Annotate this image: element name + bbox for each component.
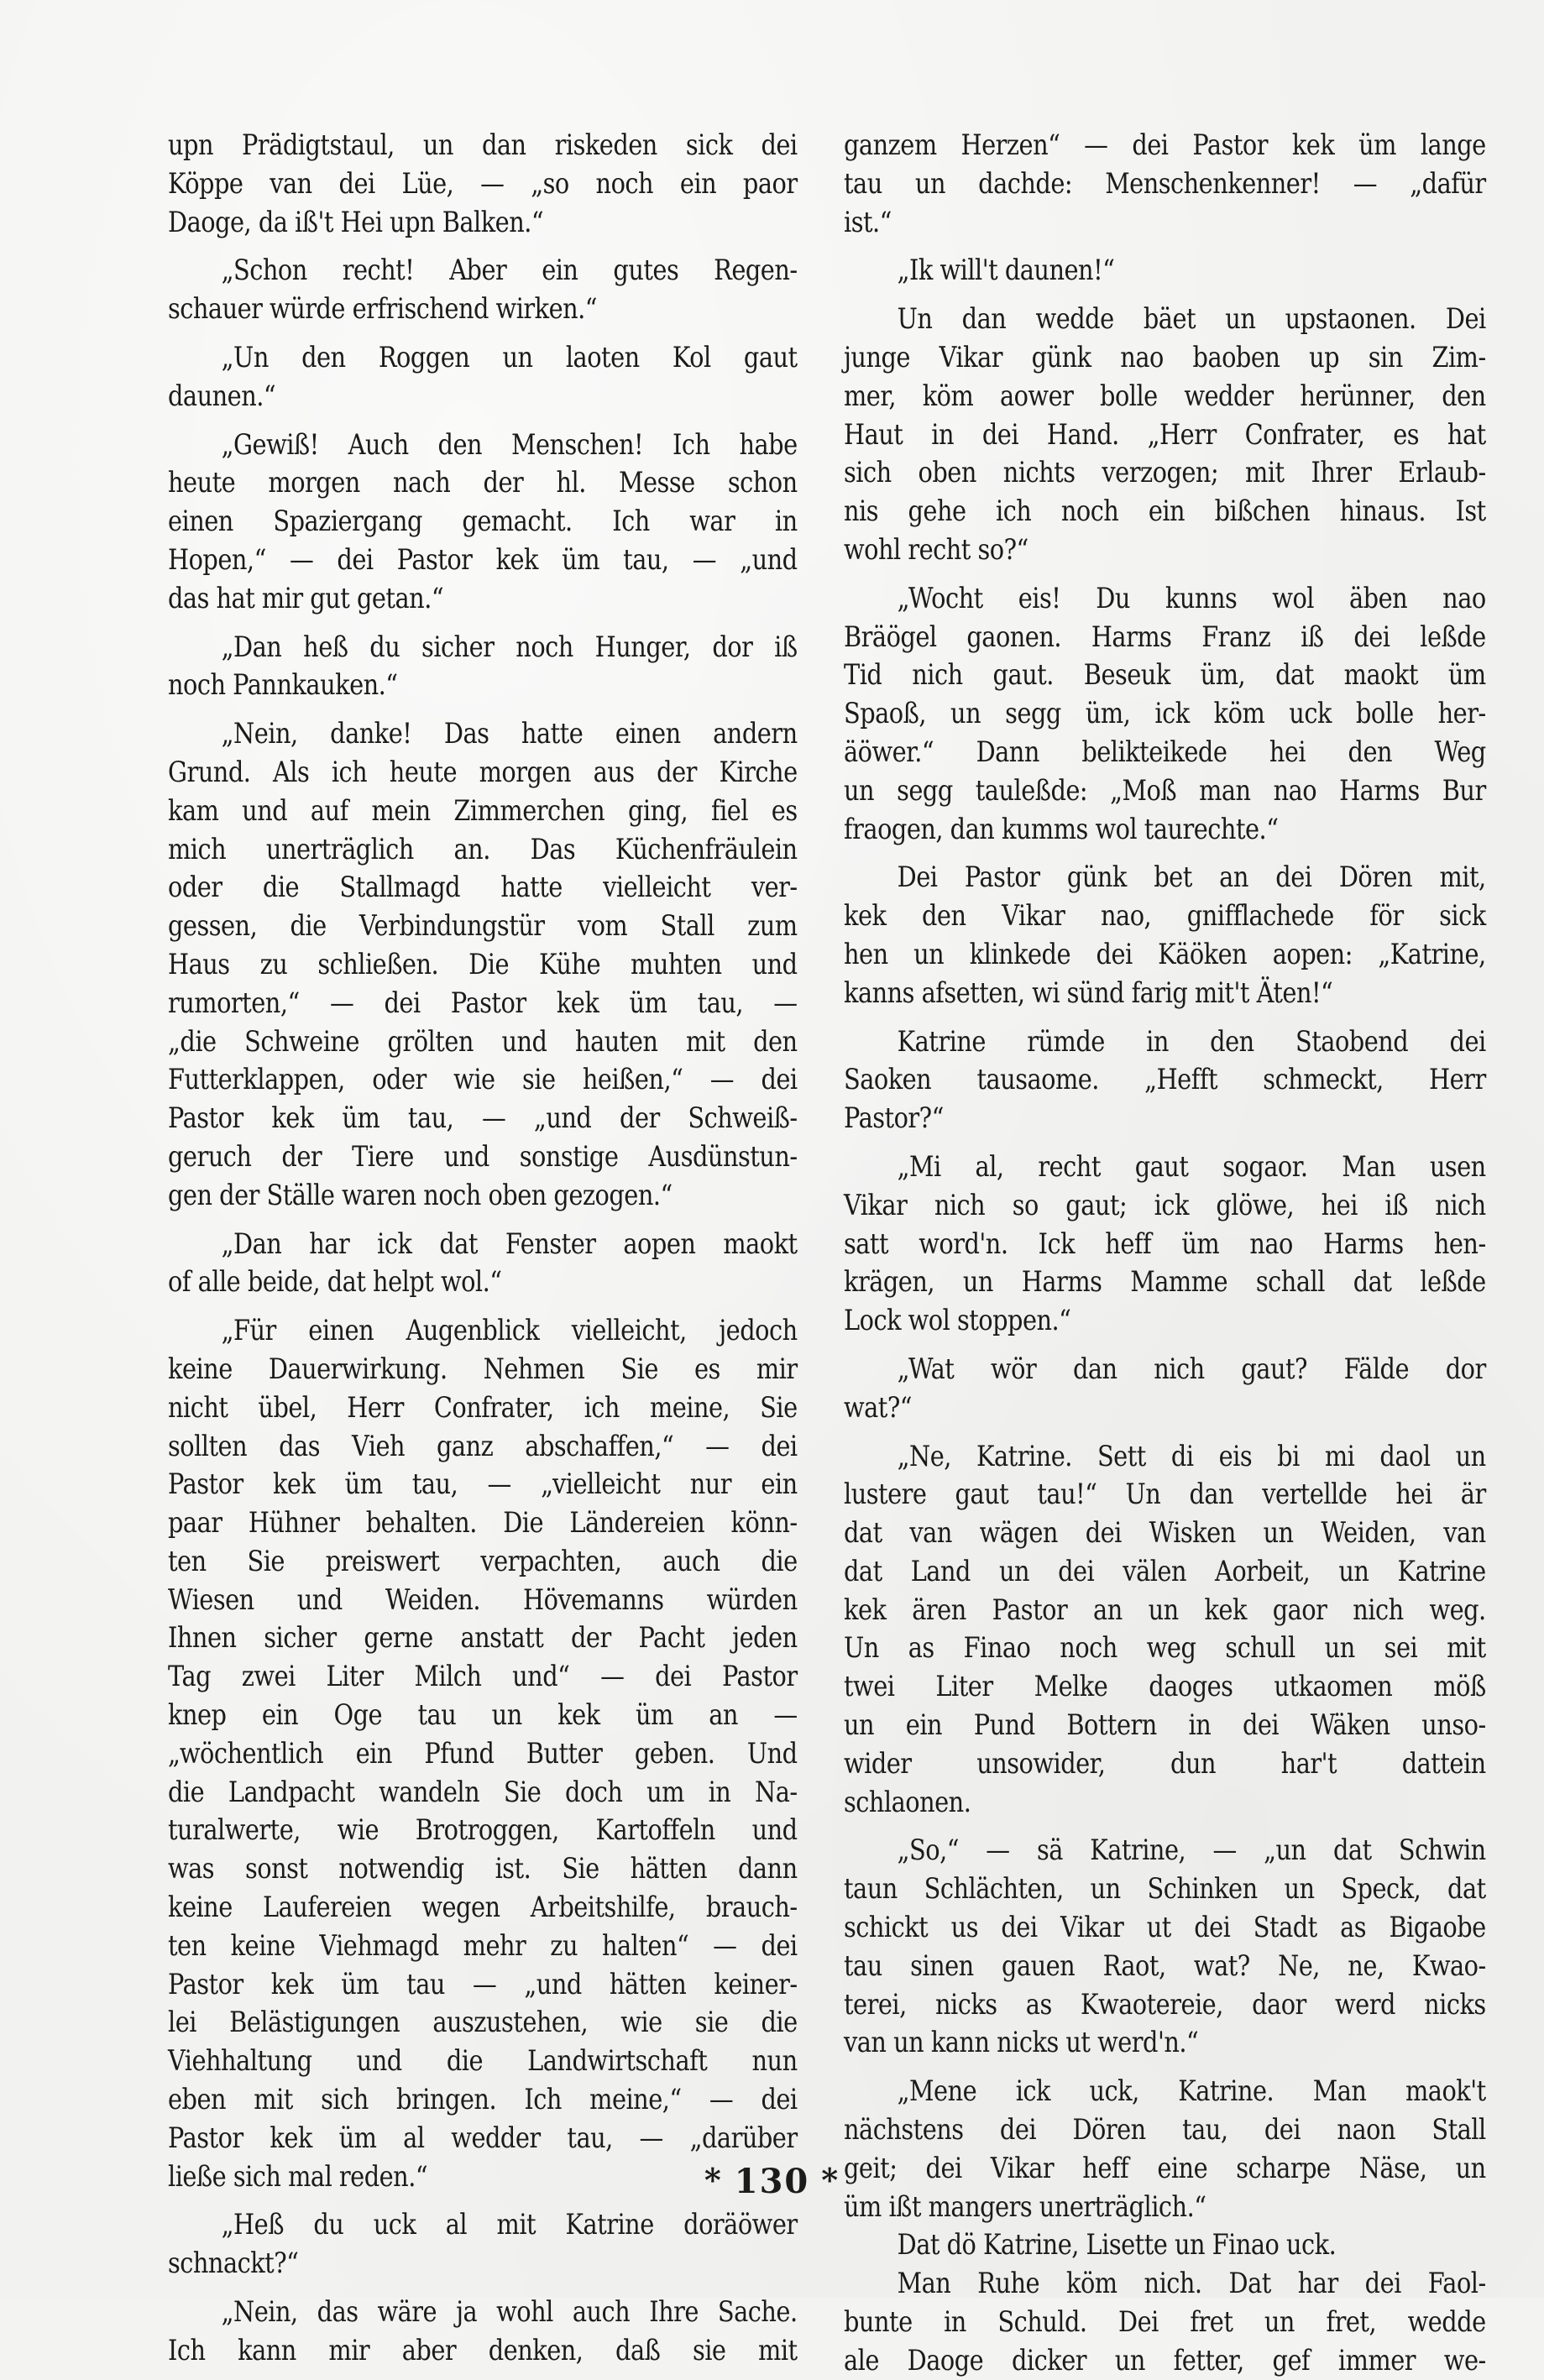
text-line: schnackt?“ bbox=[168, 2247, 299, 2280]
paragraph-gap bbox=[844, 290, 1486, 300]
paragraph bbox=[844, 858, 1486, 1012]
text-line: wat?“ bbox=[844, 1390, 913, 1424]
paragraph-gap bbox=[168, 1301, 798, 1311]
left-column bbox=[168, 126, 798, 2370]
text-line: satt word'n. Ick heff üm nao Harms hen- bbox=[844, 1227, 1486, 1260]
text-line: Lock wol stoppen.“ bbox=[844, 1304, 1071, 1337]
text-line: Haut in dei Hand. „Herr Confrater, es hat bbox=[844, 417, 1486, 451]
text-line: Un as Finao noch weg schull un sei mit bbox=[844, 1631, 1486, 1665]
text-line: Tid nich gaut. Beseuk üm, dat maokt üm bbox=[844, 658, 1486, 692]
text-line: twei Liter Melke daoges utkaomen möß bbox=[844, 1670, 1486, 1703]
text-line: Saoken tausaome. „Hefft schmeckt, Herr bbox=[844, 1063, 1486, 1096]
paragraph bbox=[168, 1225, 798, 1302]
text-line: oder die Stallmagd hatte vielleicht ver- bbox=[168, 871, 798, 904]
paragraph bbox=[844, 579, 1486, 849]
paragraph bbox=[168, 1311, 798, 2195]
text-line: fraogen, dan kumms wol taurechte.“ bbox=[844, 812, 1279, 845]
text-line: tau sinen gauen Raot, wat? Ne, ne, Kwao- bbox=[844, 1948, 1486, 1982]
paragraph-gap bbox=[844, 1012, 1486, 1023]
text-line: ganzem Herzen“ — dei Pastor kek üm lange bbox=[844, 128, 1486, 161]
paragraph-gap bbox=[168, 241, 798, 251]
right-column bbox=[844, 126, 1486, 2380]
text-line: sich oben nichts verzogen; mit Ihrer Erlaub- bbox=[844, 456, 1486, 489]
paragraph bbox=[844, 1350, 1486, 1427]
text-line: „Nein, das wäre ja wohl auch Ihre Sache. bbox=[221, 2295, 798, 2329]
paragraph-gap bbox=[168, 704, 798, 714]
text-line: geit; dei Vikar heff eine scharpe Näse, un bbox=[844, 2151, 1486, 2184]
text-line: bunte in Schuld. Dei fret un fret, wedde bbox=[844, 2305, 1486, 2339]
paragraph bbox=[844, 1023, 1486, 1138]
text-line: kam und auf mein Zimmerchen ging, fiel es bbox=[168, 793, 798, 827]
text-line: junge Vikar günk nao baoben up sin Zim- bbox=[844, 340, 1486, 374]
text-line: Daoge, da iß't Hei upn Balken.“ bbox=[168, 205, 544, 238]
text-line: Dat dö Katrine, Lisette un Finao uck. bbox=[897, 2228, 1337, 2262]
text-line: gen der Ställe waren noch oben gezogen.“ bbox=[168, 1178, 673, 1211]
text-line: Hopen,“ — dei Pastor kek üm tau, — „und bbox=[168, 542, 798, 576]
paragraph-gap bbox=[844, 241, 1486, 251]
text-line: „Wat wör dan nich gaut? Fälde dor bbox=[897, 1352, 1486, 1385]
paragraph bbox=[168, 251, 798, 328]
text-line: upn Prädigtstaul, un dan riskeden sick dei bbox=[168, 128, 798, 161]
text-line: ten keine Viehmagd mehr zu halten“ — dei bbox=[168, 1928, 798, 1962]
text-line: kek ären Pastor an un kek gaor nich weg. bbox=[844, 1593, 1486, 1626]
paragraph-gap bbox=[844, 569, 1486, 579]
paragraph-gap bbox=[168, 328, 798, 338]
text-line: dat Land un dei välen Aorbeit, un Katrine bbox=[844, 1554, 1486, 1588]
text-line: daunen.“ bbox=[168, 379, 276, 412]
page-number: 130 bbox=[734, 2162, 810, 2201]
text-line: Viehhaltung und die Landwirtschaft nun bbox=[168, 2044, 798, 2078]
text-line: geruch der Tiere und sonstige Ausdünstun- bbox=[168, 1139, 798, 1173]
text-line: Pastor kek üm tau, — „vielleicht nur ein bbox=[168, 1467, 798, 1501]
text-line: terei, nicks as Kwaotereie, daor werd nicks bbox=[844, 1987, 1486, 2021]
text-line: Köppe van dei Lüe, — „so noch ein paor bbox=[168, 166, 798, 200]
paragraph bbox=[168, 714, 798, 1214]
text-line: Tag zwei Liter Milch und“ — dei Pastor bbox=[168, 1660, 798, 1693]
text-line: kek den Vikar nao, gnifflachede för sick bbox=[844, 899, 1486, 933]
text-line: un segg tauleßde: „Moß man nao Harms Bur bbox=[844, 773, 1486, 807]
text-line: Grund. Als ich heute morgen aus der Kirche bbox=[168, 755, 798, 788]
text-line: mer, köm aower bolle wedder herünner, den bbox=[844, 379, 1486, 412]
text-line: Pastor kek üm tau, — „und der Schweiß- bbox=[168, 1101, 798, 1135]
text-line: eben mit sich bringen. Ich meine,“ — dei bbox=[168, 2083, 798, 2116]
text-line: mich unerträglich an. Das Küchenfräulein bbox=[168, 832, 798, 866]
text-line: taun Schlächten, un Schinken un Speck, dat bbox=[844, 1872, 1486, 1906]
paragraph-gap bbox=[168, 618, 798, 628]
text-line: Vikar nich so gaut; ick glöwe, hei iß nich bbox=[844, 1188, 1486, 1221]
paragraph bbox=[844, 2226, 1486, 2264]
text-line: ließe sich mal reden.“ bbox=[168, 2159, 428, 2193]
text-line: nicht übel, Herr Confrater, ich meine, Sie bbox=[168, 1390, 798, 1424]
text-line: Dei Pastor günk bet an dei Dören mit, bbox=[897, 860, 1486, 894]
text-line: turalwerte, wie Brotroggen, Kartoffeln und bbox=[168, 1813, 798, 1847]
text-line: tau un dachde: Menschenkenner! — „dafür bbox=[844, 166, 1486, 200]
text-line: Pastor kek üm tau — „und hätten keiner- bbox=[168, 1967, 798, 2001]
paragraph bbox=[844, 300, 1486, 569]
text-line: üm ißt mangers unerträglich.“ bbox=[844, 2189, 1206, 2223]
paragraph-gap bbox=[844, 1821, 1486, 1831]
paragraph-gap bbox=[168, 416, 798, 426]
text-line: „Dan har ick dat Fenster aopen maokt bbox=[221, 1227, 798, 1260]
page-number-footer bbox=[0, 2162, 1544, 2201]
text-line: schickt us dei Vikar ut dei Stadt as Bigaobe bbox=[844, 1911, 1486, 1944]
text-line: heute morgen nach der hl. Messe schon bbox=[168, 466, 798, 500]
asterisk-ornament-left: * bbox=[704, 2161, 723, 2199]
text-line: schlaonen. bbox=[844, 1785, 971, 1818]
left-column-text bbox=[168, 126, 798, 2370]
paragraph bbox=[168, 628, 798, 705]
text-line: wohl recht so?“ bbox=[844, 532, 1028, 566]
text-line: „Schon recht! Aber ein gutes Regen- bbox=[221, 254, 798, 287]
paragraph bbox=[168, 426, 798, 618]
paragraph bbox=[844, 2072, 1486, 2226]
text-line: „Ik will't daunen!“ bbox=[897, 254, 1115, 287]
text-line: äöwer.“ Dann belikteikede hei den Weg bbox=[844, 735, 1486, 768]
text-line: noch Pannkauken.“ bbox=[168, 668, 398, 702]
text-line: „Dan heß du sicher noch Hunger, dor iß bbox=[221, 630, 798, 663]
paragraph bbox=[844, 251, 1486, 290]
text-line: knep ein Oge tau un kek üm an — bbox=[168, 1698, 798, 1732]
text-line: kanns afsetten, wi sünd farig mit't Äten!“ bbox=[844, 976, 1333, 1009]
text-line: „Ne, Katrine. Sett di eis bi mi daol un bbox=[897, 1439, 1486, 1472]
text-line: „Wocht eis! Du kunns wol äben nao bbox=[897, 581, 1486, 615]
paragraph-gap bbox=[168, 2283, 798, 2293]
text-line: keine Dauerwirkung. Nehmen Sie es mir bbox=[168, 1352, 798, 1385]
paragraph bbox=[844, 2264, 1486, 2379]
text-line: Pastor?“ bbox=[844, 1101, 944, 1135]
paragraph bbox=[168, 126, 798, 241]
text-line: nächstens dei Dören tau, dei naon Stall bbox=[844, 2113, 1486, 2147]
paragraph-gap bbox=[844, 1138, 1486, 1148]
text-line: Spaoß, un segg üm, ick köm uck bolle her- bbox=[844, 697, 1486, 730]
text-line: „Nein, danke! Das hatte einen andern bbox=[221, 717, 798, 751]
text-line: „wöchentlich ein Pfund Butter geben. Und bbox=[168, 1736, 798, 1770]
text-line: Pastor kek üm al wedder tau, — „darüber bbox=[168, 2121, 798, 2154]
text-line: ist.“ bbox=[844, 205, 892, 238]
paragraph-gap bbox=[844, 1427, 1486, 1437]
text-line: Futterklappen, oder wie sie heißen,“ — dei bbox=[168, 1063, 798, 1096]
text-line: of alle beide, dat helpt wol.“ bbox=[168, 1265, 502, 1299]
asterisk-ornament-right: * bbox=[821, 2161, 840, 2199]
text-line: krägen, un Harms Mamme schall dat leßde bbox=[844, 1265, 1486, 1299]
paragraph-gap bbox=[844, 1340, 1486, 1350]
text-line: sollten das Vieh ganz abschaffen,“ — dei bbox=[168, 1429, 798, 1462]
paragraph-gap bbox=[844, 848, 1486, 858]
text-line: lei Belästigungen auszustehen, wie sie die bbox=[168, 2006, 798, 2039]
text-line: „So,“ — sä Katrine, — „un dat Schwin bbox=[897, 1833, 1486, 1867]
text-line: „Un den Roggen un laoten Kol gaut bbox=[221, 340, 798, 374]
text-line: was sonst notwendig ist. Sie hätten dann bbox=[168, 1852, 798, 1886]
paragraph bbox=[168, 338, 798, 416]
text-line: dat van wägen dei Wisken un Weiden, van bbox=[844, 1516, 1486, 1550]
text-line: Ich kann mir aber denken, daß sie mit bbox=[168, 2333, 798, 2367]
text-line: „Heß du uck al mit Katrine doräöwer bbox=[221, 2208, 798, 2241]
text-line: „Gewiß! Auch den Menschen! Ich habe bbox=[221, 427, 798, 461]
text-line: Man Ruhe köm nich. Dat har dei Faol- bbox=[897, 2267, 1486, 2300]
text-line: un ein Pund Bottern in dei Wäken unso- bbox=[844, 1708, 1486, 1742]
text-line: ten Sie preiswert verpachten, auch die bbox=[168, 1544, 798, 1577]
text-line: die Landpacht wandeln Sie doch um in Na- bbox=[168, 1775, 798, 1808]
text-line: Bräögel gaonen. Harms Franz iß dei leßde bbox=[844, 620, 1486, 653]
text-line: „Mi al, recht gaut sogaor. Man usen bbox=[897, 1149, 1486, 1183]
text-line: van un kann nicks ut werd'n.“ bbox=[844, 2026, 1199, 2059]
text-line: Katrine rümde in den Staobend dei bbox=[897, 1024, 1486, 1058]
text-line: Wiesen und Weiden. Hövemanns würden bbox=[168, 1582, 798, 1616]
text-line: Un dan wedde bäet un upstaonen. Dei bbox=[897, 302, 1486, 336]
paragraph bbox=[844, 1831, 1486, 2062]
text-line: Ihnen sicher gerne anstatt der Pacht jeden bbox=[168, 1621, 798, 1655]
paragraph bbox=[844, 126, 1486, 241]
text-line: einen Spaziergang gemacht. Ich war in bbox=[168, 505, 798, 538]
text-line: hen un klinkede dei Käöken aopen: „Katrine, bbox=[844, 937, 1486, 970]
text-line: ale Daoge dicker un fetter, gef immer we- bbox=[844, 2343, 1486, 2377]
paragraph-gap bbox=[168, 1215, 798, 1225]
text-line: „Mene ick uck, Katrine. Man maok't bbox=[897, 2074, 1486, 2108]
paragraph-gap bbox=[844, 2062, 1486, 2072]
text-line: wider unsowider, dun har't dattein bbox=[844, 1746, 1486, 1780]
text-line: Haus zu schließen. Die Kühe muhten und bbox=[168, 947, 798, 981]
paragraph bbox=[168, 2205, 798, 2283]
right-column-text bbox=[844, 126, 1486, 2380]
text-line: gessen, die Verbindungstür vom Stall zum bbox=[168, 909, 798, 943]
text-line: nis gehe ich noch ein bißchen hinaus. Ist bbox=[844, 494, 1486, 528]
paragraph bbox=[168, 2293, 798, 2370]
text-line: lustere gaut tau!“ Un dan vertellde hei är bbox=[844, 1478, 1486, 1511]
text-line: schauer würde erfrischend wirken.“ bbox=[168, 292, 598, 326]
text-line: paar Hühner behalten. Die Ländereien könn- bbox=[168, 1506, 798, 1540]
paragraph bbox=[844, 1148, 1486, 1340]
text-line: rumorten,“ — dei Pastor kek üm tau, — bbox=[168, 986, 798, 1019]
text-line: keine Laufereien wegen Arbeitshilfe, brauch- bbox=[168, 1891, 798, 1924]
text-line: das hat mir gut getan.“ bbox=[168, 581, 444, 615]
text-line: „Für einen Augenblick vielleicht, jedoch bbox=[221, 1314, 798, 1347]
paragraph bbox=[844, 1437, 1486, 1822]
text-line: „die Schweine grölten und hauten mit den bbox=[168, 1024, 798, 1058]
